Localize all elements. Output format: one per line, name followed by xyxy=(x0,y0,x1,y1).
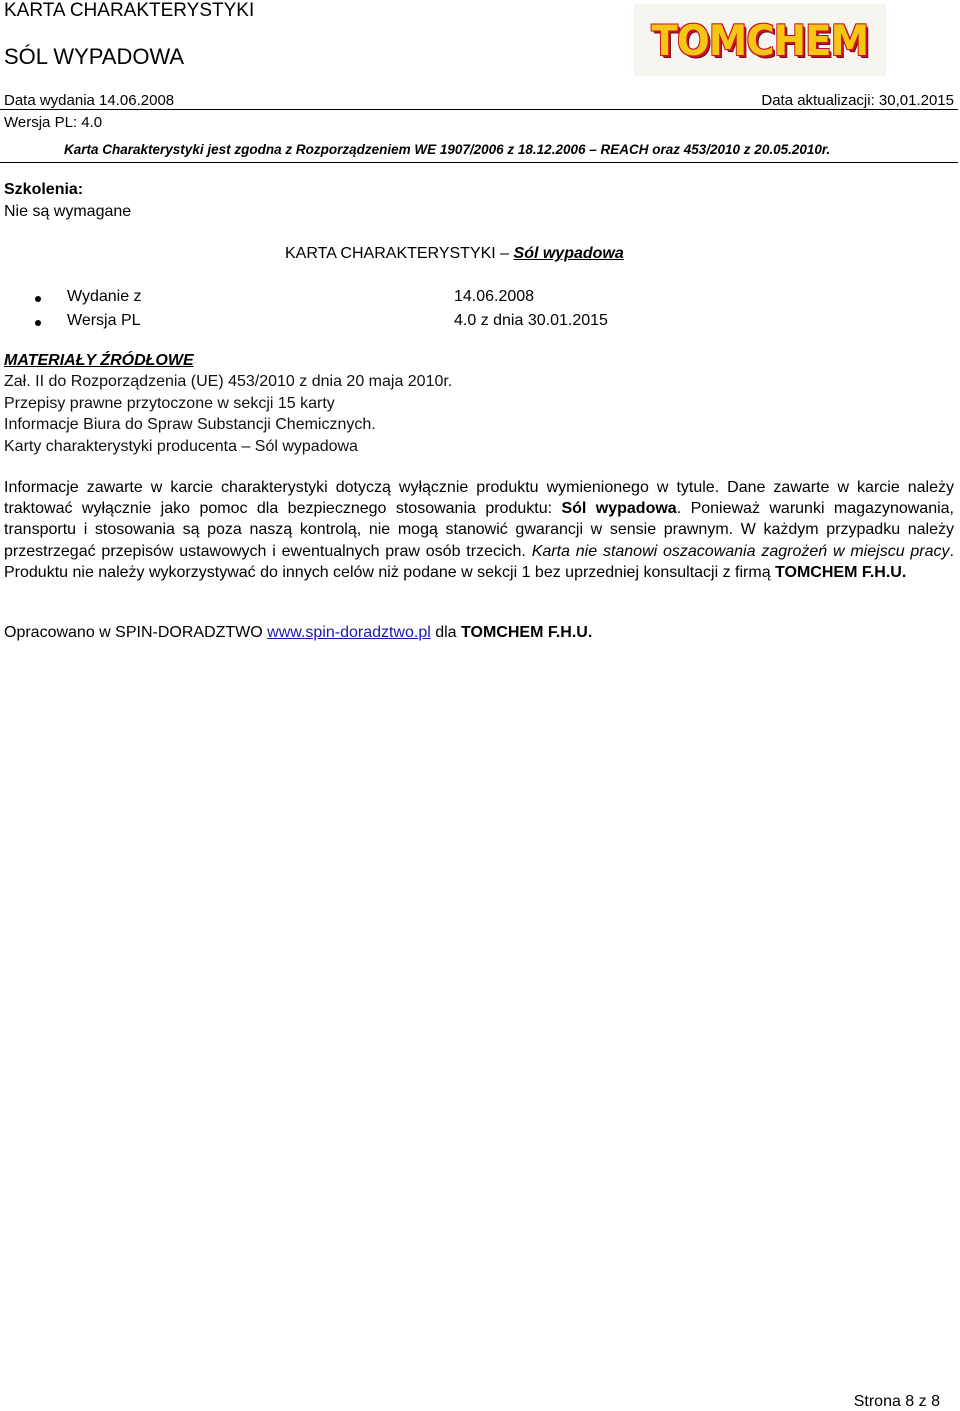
header-divider-top xyxy=(0,109,958,110)
bullet-value-version: 4.0 z dnia 30.01.2015 xyxy=(454,312,608,329)
source-line: Przepisy prawne przytoczone w sekcji 15 karty xyxy=(4,395,335,412)
source-line: Informacje Biura do Spraw Substancji Chemicznych. xyxy=(4,416,376,433)
prepared-middle: dla xyxy=(430,624,462,641)
disclaimer-italic: Karta nie stanowi oszacowania zagrożeń w miejscu pracy xyxy=(531,542,950,560)
disclaimer-part1: Informacje zawarte w karcie charakterystyki dotyczą wyłącznie produktu wymienionego w tytule. Dane zawarte w karcie należy traktować wyłącznie jako pomoc dla bezpiecznego stosowania produktu: xyxy=(4,479,954,518)
issue-date: Data wydania 14.06.2008 xyxy=(4,92,175,109)
company-logo xyxy=(634,4,886,76)
source-line: Karty charakterystyki producenta – Sól wypadowa xyxy=(4,438,358,455)
card-title-prefix: KARTA CHARAKTERYSTYKI – xyxy=(285,245,514,262)
document-title-line2: SÓL WYPADOWA xyxy=(4,44,185,69)
document-title-line1: KARTA CHARAKTERYSTYKI xyxy=(4,0,255,21)
sources-heading: MATERIAŁY ŹRÓDŁOWE xyxy=(4,352,194,369)
disclaimer-part2: . Ponieważ warunki magazynowania, transportu i stosowania są poza naszą kontrolą, nie mogą stanowić gwarancji w sensie prawnym. W każdym przypadku należy przestrzegać przepisów ustawowych i ewentualnych praw osób trzecich. xyxy=(4,500,955,560)
bullet-value-issue: 14.06.2008 xyxy=(454,288,535,305)
update-date: Data aktualizacji: 30,01.2015 xyxy=(761,92,954,109)
training-text: Nie są wymagane xyxy=(4,203,132,220)
bullet-label-version: Wersja PL xyxy=(67,312,141,329)
disclaimer-company: TOMCHEM F.H.U. xyxy=(775,563,907,581)
card-title-product: Sól wypadowa xyxy=(513,245,624,262)
spin-doradztwo-link[interactable]: www.spin-doradztwo.pl xyxy=(267,624,431,641)
disclaimer-product: Sól wypadowa xyxy=(561,500,677,518)
bullet-icon xyxy=(35,296,41,302)
bullet-label-issue: Wydanie z xyxy=(67,288,142,305)
compliance-note: Karta Charakterystyki jest zgodna z Rozporządzeniem WE 1907/2006 z 18.12.2006 – REACH oraz 453/2010 z 20.05.2010r. xyxy=(64,142,831,157)
version: Wersja PL: 4.0 xyxy=(4,114,103,131)
training-heading: Szkolenia: xyxy=(4,181,84,198)
prepared-company: TOMCHEM F.H.U. xyxy=(461,624,593,641)
prepared-prefix: Opracowano w SPIN-DORADZTWO xyxy=(4,624,268,641)
disclaimer-part3: . Produktu nie należy wykorzystywać do innych celów niż podane w sekcji 1 bez uprzedniej konsultacji z firmą xyxy=(4,542,954,581)
source-line: Zał. II do Rozporządzenia (UE) 453/2010 z dnia 20 maja 2010r. xyxy=(4,373,453,390)
prepared-by xyxy=(4,624,592,642)
disclaimer-paragraph xyxy=(4,477,954,583)
bullet-icon xyxy=(35,320,41,326)
card-title xyxy=(285,245,624,263)
header-divider-bottom xyxy=(0,162,958,163)
page-number: Strona 8 z 8 xyxy=(853,1393,940,1410)
logo-text: TOMCHEM xyxy=(651,15,869,65)
